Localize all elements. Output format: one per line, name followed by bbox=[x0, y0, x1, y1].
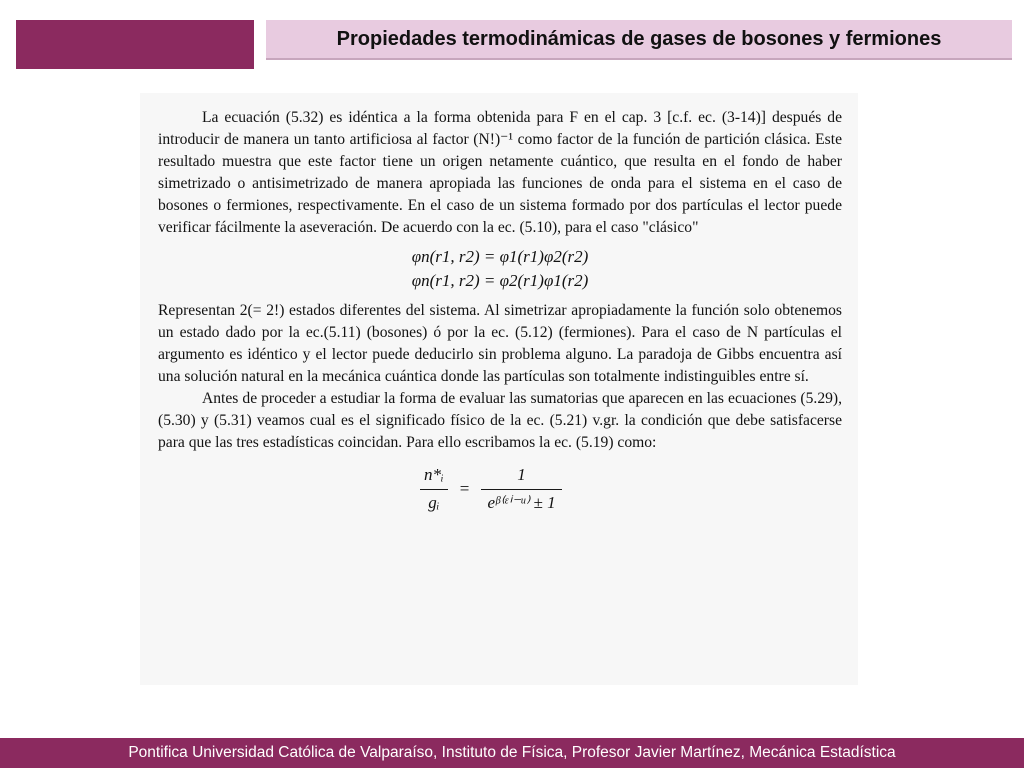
equation-2: φn(r1, r2) = φ2(r1)φ1(r2) bbox=[411, 270, 589, 290]
footer-text: Pontifica Universidad Católica de Valparaíso, Instituto de Física, Profesor Javier Martínez, Mecánica Estadística bbox=[128, 744, 896, 761]
equation-1: φn(r1, r2) = φ1(r1)φ2(r2) bbox=[411, 246, 589, 266]
paragraph-2: Representan 2(= 2!) estados diferentes del sistema. Al simetrizar apropiadamente la función solo obtenemos un estado dado por la ec.(5.11) (bosones) ó por la ec. (5.12) (fermiones). Para el caso de N partículas el argumento es idéntico y el lector puede deducirlo sin problema alguno. La paradoja de Gibbs encuentra así una solución natural en la mecánica cuántica donde las partículas son totalmente indistinguibles entre sí. bbox=[158, 301, 842, 386]
rhs-fraction bbox=[481, 464, 562, 513]
paragraph-3: Antes de proceder a estudiar la forma de evaluar las sumatorias que aparecen en las ecuaciones (5.29), (5.30) y (5.31) veamos cual es el significado físico de la ec. (5.21) v.gr. la condición que debe satisfacerse para que las tres estadísticas coincidan. Para ello escribamos la ec. (5.19) como: bbox=[158, 390, 842, 452]
distribution-formula bbox=[420, 464, 842, 513]
lhs-denominator: gᵢ bbox=[428, 492, 440, 512]
paragraph-1: La ecuación (5.32) es idéntica a la forma obtenida para F en el cap. 3 [c.f. ec. (3-14)] después de introducir de manera un tanto artificiosa al factor (N!)⁻¹ como factor de la función de partición clásica. Este resultado muestra que este factor tiene un origen netamente cuántico, que resulta en el fondo de haber simetrizado o antisimetrizado de manera apropiada las funciones de onda para el sistema en el caso de bosones o fermiones, respectivamente. En el caso de un sistema formado por dos partículas el lector puede verificar fácilmente la aseveración. De acuerdo con la ec. (5.10), para el caso "clásico" bbox=[158, 109, 842, 237]
footer-bar bbox=[0, 738, 1024, 768]
lhs-fraction bbox=[420, 464, 448, 513]
brand-block bbox=[16, 20, 254, 69]
lhs-numerator: n*ᵢ bbox=[420, 464, 448, 489]
rhs-numerator: 1 bbox=[481, 464, 562, 489]
rhs-denominator: eᵝ⁽ᵋⁱ⁻ᵘ⁾ ± 1 bbox=[487, 492, 556, 512]
title-bar bbox=[266, 20, 1012, 60]
scanned-text-image bbox=[140, 93, 858, 685]
slide-title: Propiedades termodinámicas de gases de bosones y fermiones bbox=[336, 27, 942, 50]
equals-sign: = bbox=[459, 478, 470, 498]
